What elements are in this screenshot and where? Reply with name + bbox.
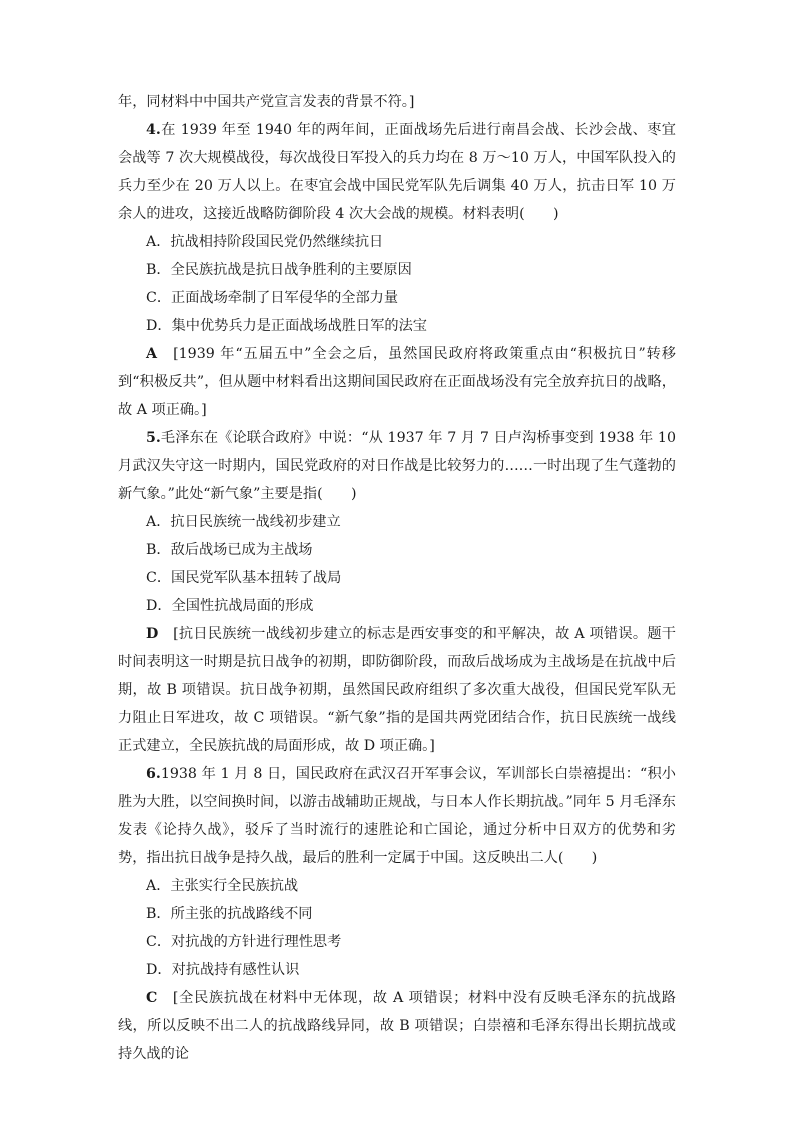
question-6-explanation: [全民族抗战在材料中无体现，故 A 项错误；材料中没有反映毛泽东的抗战路线，所以反映不出二人的抗战路线异同，故 B 项错误；白崇禧和毛泽东得出长期抗战或持久战的论 (118, 990, 676, 1062)
question-6-answer-letter: C (146, 990, 158, 1006)
question-4-option-b: B．全民族抗战是抗日战争胜利的主要原因 (146, 262, 412, 278)
question-6-option-a: A．主张实行全民族抗战 (146, 878, 299, 894)
question-4-number: 4. (146, 122, 161, 138)
question-4 (118, 116, 676, 424)
question-5-answer-letter: D (146, 626, 159, 642)
question-4-stem-text: 在 1939 年至 1940 年的两年间，正面战场先后进行南昌会战、长沙会战、枣宜会战等 7 次大规模战役，每次战役日军投入的兵力均在 8 万～10 万人，中国军队投入的兵力至少在 20 万人以上。在枣宜会战中国民党军队先后调集 40 万人，抗击日军 10 万余人的进攻，这接近战略防御阶段 4 次大会战的规模。材料表明( ) (118, 122, 676, 222)
question-5-number: 5. (146, 430, 161, 446)
question-4-option-c: C．正面战场牵制了日军侵华的全部力量 (146, 290, 399, 306)
question-5-stem-text: 毛泽东在《论联合政府》中说：“从 1937 年 7 月 7 日卢沟桥事变到 1938 年 10 月武汉失守这一时期内，国民党政府的对日作战是比较努力的……一时出现了生气蓬勃的新气象。”此处“新气象”主要是指( ) (118, 430, 676, 502)
question-5-option-c: C．国民党军队基本扭转了战局 (146, 570, 342, 586)
question-5-explanation: [抗日民族统一战线初步建立的标志是西安事变的和平解决，故 A 项错误。题干时间表明这一时期是抗日战争的初期，即防御阶段，而敌后战场成为主战场是在抗战中后期，故 B 项错误。抗日战争初期，虽然国民政府组织了多次重大战役，但国民党军队无力阻止日军进攻，故 C 项错误。“新气象”指的是国共两党团结合作，抗日民族统一战线正式建立，全民族抗战的局面形成，故 D 项正确。] (118, 626, 676, 754)
question-6-stem-text: 1938 年 1 月 8 日，国民政府在武汉召开军事会议，军训部长白崇禧提出：“积小胜为大胜，以空间换时间，以游击战辅助正规战，与日本人作长期抗战。”同年 5 月毛泽东发表《论持久战》，驳斥了当时流行的速胜论和亡国论，通过分析中日双方的优势和劣势，指出抗日战争是持久战，最后的胜利一定属于中国。这反映出二人( ) (118, 766, 676, 866)
question-6-number: 6. (146, 766, 161, 782)
question-5-option-a: A．抗日民族统一战线初步建立 (146, 514, 341, 530)
question-6-answer (118, 984, 676, 1068)
question-4-option-d: D．集中优势兵力是正面战场战胜日军的法宝 (146, 318, 427, 334)
question-6-stem (118, 760, 676, 872)
question-5-stem (118, 424, 676, 508)
question-6-option-b: B．所主张的抗战路线不同 (146, 906, 313, 922)
question-6-option-d: D．对抗战持有感性认识 (146, 962, 300, 978)
question-4-answer-letter: A (146, 346, 158, 362)
question-6 (118, 760, 676, 1068)
question-4-explanation: [1939 年“五届五中”全会之后，虽然国民政府将政策重点由“积极抗日”转移到“积极反共”，但从题中材料看出这期间国民政府在正面战场没有完全放弃抗日的战略，故 A 项正确。] (118, 346, 676, 418)
question-5-option-b: B．敌后战场已成为主战场 (146, 542, 313, 558)
intro-tail-text: 年，同材料中中国共产党宣言发表的背景不符。] (118, 94, 415, 110)
question-6-option-c: C．对抗战的方针进行理性思考 (146, 934, 342, 950)
question-5-option-d: D．全国性抗战局面的形成 (146, 598, 314, 614)
question-4-answer (118, 340, 676, 424)
question-5 (118, 424, 676, 760)
question-4-option-a: A．抗战相持阶段国民党仍然继续抗日 (146, 234, 384, 250)
question-5-answer (118, 620, 676, 760)
question-4-stem (118, 116, 676, 228)
